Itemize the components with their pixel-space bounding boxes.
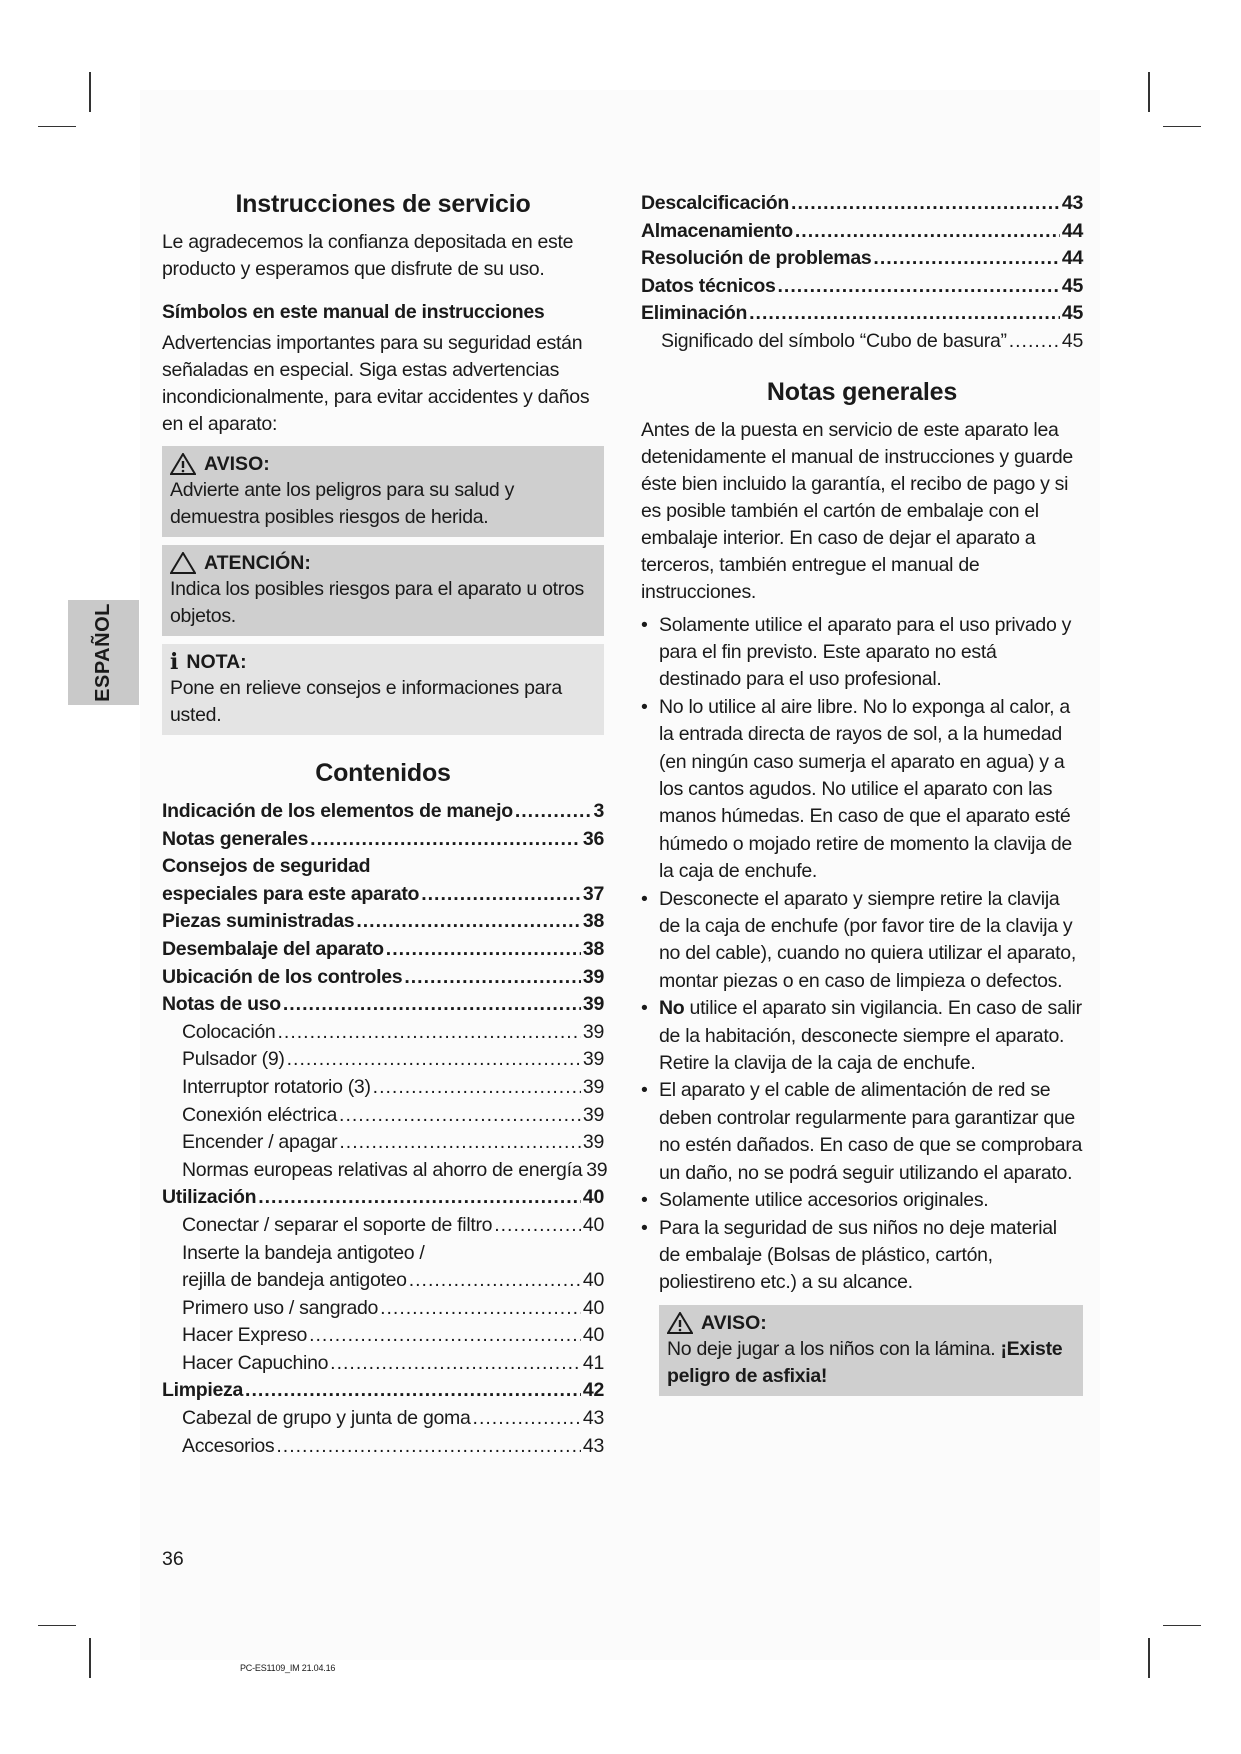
toc-entry[interactable]: Notas de uso ..... 39 [162, 991, 604, 1019]
right-column [641, 190, 1083, 1396]
warning-triangle-icon [667, 1312, 693, 1334]
intro-text: Le agradecemos la confianza depositada en este producto y esperamos que disfrute de su uso. [162, 231, 574, 280]
aviso-title: AVISO: [204, 453, 270, 475]
aviso-box-choking [659, 1305, 1083, 1396]
crop-mark [38, 1625, 76, 1626]
toc-entry[interactable]: Almacenamiento ..... 44 [641, 218, 1083, 246]
aviso-header [667, 1310, 1075, 1336]
atencion-title: ATENCIÓN: [204, 552, 311, 574]
toc-entry[interactable]: Accesorios ..... 43 [162, 1433, 604, 1461]
footer-code: PC-ES1109_IM 21.04.16 [240, 1663, 336, 1673]
atencion-header [170, 550, 596, 576]
toc-entry[interactable]: Indicación de los elementos de manejo ..... 3 [162, 798, 604, 826]
toc-entry[interactable]: Desembalaje del aparato ..... 38 [162, 936, 604, 964]
aviso-box [162, 446, 604, 537]
aviso-header [170, 451, 596, 477]
toc-entry[interactable]: Hacer Capuchino ..... 41 [162, 1350, 604, 1378]
toc-entry[interactable]: Descalcificación ..... 43 [641, 190, 1083, 218]
bullet-text: utilice el aparato sin vigilancia. En caso de salir de la habitación, desconecte siempre el aparato. Retire la clavija de la caja de enchufe. [659, 997, 1082, 1075]
symbols-heading: Símbolos en este manual de instrucciones [162, 301, 545, 323]
bold-no: No [659, 997, 685, 1020]
list-item: • Para la seguridad de sus niños no deje material de embalaje (Bolsas de plástico, cartón, poliestireno etc.) a su alcance. [641, 1215, 1083, 1297]
toc-entry[interactable]: Piezas suministradas ..... 38 [162, 908, 604, 936]
crop-mark [1148, 1638, 1150, 1678]
toc-entry[interactable]: Limpieza ..... 42 [162, 1377, 604, 1405]
toc-entry[interactable]: Normas europeas relativas al ahorro de energía 39 [182, 1158, 608, 1181]
list-item: • Solamente utilice accesorios originales. [641, 1187, 1083, 1214]
page-number: 36 [162, 1548, 184, 1570]
atencion-text: Indica los posibles riesgos para el aparato u otros objetos. [170, 578, 584, 627]
list-item: • Solamente utilice el aparato para el uso privado y para el fin previsto. Este aparato no está destinado para el uso profesional. [641, 612, 1083, 694]
crop-mark [1148, 72, 1150, 112]
list-item: • El aparato y el cable de alimentación de red se deben controlar regularmente para garantizar que no estén dañados. En caso de que se comprobara un daño, no se podrá seguir utilizando el aparato. [641, 1077, 1083, 1187]
toc-entry: Consejos de seguridad [162, 855, 371, 878]
toc-entry[interactable]: Interruptor rotatorio (3) ..... 39 [162, 1074, 604, 1102]
aviso-title: AVISO: [701, 1311, 767, 1334]
toc-entry[interactable]: Notas generales ..... 36 [162, 826, 604, 854]
general-notes-intro: Antes de la puesta en servicio de este aparato lea detenidamente el manual de instrucciones y guarde éste bien incluido la garantía, el recibo de pago y si es posible también el cartón de embalaje con el embalaje interior. En caso de dejar el aparato a terceros, también entregue el manual de instrucciones. [641, 418, 1073, 603]
toc-entry[interactable]: Cabezal de grupo y junta de goma ..... 43 [162, 1405, 604, 1433]
toc-list [162, 798, 608, 1460]
crop-mark [89, 1638, 91, 1678]
page-title: Instrucciones de servicio [235, 190, 531, 218]
general-notes-title: Notas generales [766, 377, 958, 406]
asphyxia-warning: ¡Existe peligro de asfixia! [667, 1337, 1063, 1387]
aviso-text: Advierte ante los peligros para su salud y demuestra posibles riesgos de herida. [170, 479, 515, 528]
list-item [641, 995, 1083, 1077]
toc-entry[interactable]: Datos técnicos ..... 45 [641, 273, 1083, 301]
crop-mark [1163, 1625, 1201, 1626]
toc-entry[interactable]: Encender / apagar ..... 39 [162, 1129, 604, 1157]
nota-header [170, 649, 596, 675]
toc-entry[interactable]: Hacer Expreso ..... 40 [162, 1322, 604, 1350]
toc-entry[interactable]: rejilla de bandeja antigoteo ..... 40 [162, 1267, 604, 1295]
toc-entry[interactable]: Colocación ..... 39 [162, 1019, 604, 1047]
toc-entry[interactable]: Pulsador (9) ..... 39 [162, 1046, 604, 1074]
caution-triangle-icon [170, 552, 196, 574]
toc-entry[interactable]: Resolución de problemas ..... 44 [641, 245, 1083, 273]
symbols-text: Advertencias importantes para su seguridad están señaladas en especial. Siga estas advertencias incondicionalmente, para evitar accidentes y daños en el aparato: [162, 332, 590, 435]
toc-entry[interactable]: Utilización ..... 40 [162, 1184, 604, 1212]
language-tab-label: ESPAÑOL [92, 603, 115, 702]
toc-entry[interactable]: Ubicación de los controles ..... 39 [162, 964, 604, 992]
toc-entry[interactable]: Conectar / separar el soporte de filtro ..... 40 [162, 1212, 604, 1240]
language-tab [68, 600, 139, 705]
toc-entry[interactable]: Conexión eléctrica ..... 39 [162, 1102, 604, 1130]
info-icon: i [170, 649, 179, 675]
list-item: • Desconecte el aparato y siempre retire la clavija de la caja de enchufe (por favor tire de la clavija y no del cable), cuando no quiera utilizar el aparato, montar piezas o en caso de limpieza o defectos. [641, 886, 1083, 996]
toc-entry[interactable]: Eliminación ..... 45 [641, 300, 1083, 328]
warning-triangle-icon [170, 453, 196, 475]
crop-mark [1163, 126, 1201, 127]
crop-mark [89, 72, 91, 112]
list-item: • No lo utilice al aire libre. No lo exponga al calor, a la entrada directa de rayos de sol, a la humedad (en ningún caso sumerja el aparato en agua) y a los cantos agudos. No utilice el aparato con las manos húmedas. En caso de que el aparato esté húmedo o mojado retire de momento la clavija de la caja de enchufe. [641, 694, 1083, 886]
nota-title: NOTA: [186, 651, 247, 673]
aviso-text: No deje jugar a los niños con la lámina. ¡Existe peligro de asfixia! [667, 1337, 1063, 1387]
nota-text: Pone en relieve consejos e informaciones para usted. [170, 677, 562, 726]
atencion-box [162, 545, 604, 636]
contents-title: Contenidos [315, 759, 451, 787]
nota-box [162, 644, 604, 735]
toc-entry[interactable]: Significado del símbolo “Cubo de basura” ..... 45 [641, 328, 1083, 356]
toc-entry: Inserte la bandeja antigoteo / [182, 1241, 425, 1264]
safety-bullet-list [641, 612, 1083, 1297]
toc-list-continued [641, 190, 1083, 356]
toc-entry[interactable]: Primero uso / sangrado ..... 40 [162, 1295, 604, 1323]
left-column [162, 190, 608, 1460]
toc-entry[interactable]: especiales para este aparato ..... 37 [162, 881, 604, 909]
crop-mark [38, 126, 76, 127]
